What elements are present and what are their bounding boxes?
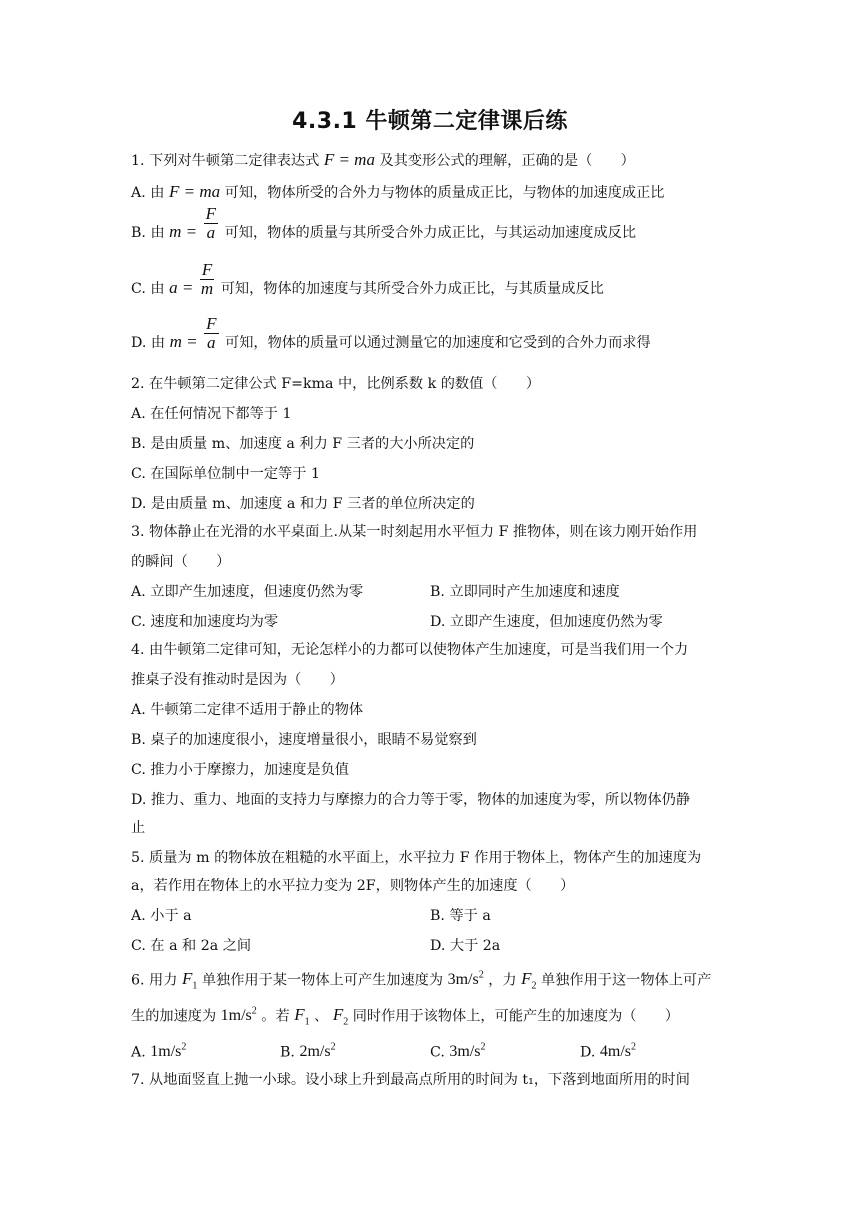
q1-option-c-text: 可知，物体的加速度与其所受合外力成正比，与其质量成反比: [220, 281, 604, 297]
q6-stem-text: 、: [314, 1008, 329, 1025]
q6-force-f1-letter: F: [181, 969, 193, 989]
q1-option-d: [131, 313, 651, 353]
q1-option-c-lhs: a =: [169, 278, 194, 297]
q3-stem-line2: 的瞬间（ ）: [131, 554, 231, 570]
q1-option-b-label: B. 由: [131, 225, 165, 241]
q6-option-a-label: A.: [131, 1044, 146, 1061]
q6-stem-line1: [131, 966, 711, 997]
q1-option-c-numerator: F: [201, 259, 213, 279]
q3-option-b: B. 立即同时产生加速度和速度: [430, 584, 620, 600]
q1-option-b-denominator: a: [206, 222, 216, 242]
q6-option-d-value: [600, 1043, 636, 1060]
q1-option-d-text: 可知，物体的质量可以通过测量它的加速度和它受到的合外力而求得: [225, 335, 651, 351]
q2-stem: 2. 在牛顿第二定律公式 F=kma 中，比例系数 k 的数值（ ）: [131, 376, 541, 392]
q4-option-b: B. 桌子的加速度很小，速度增量很小，眼睛不易觉察到: [131, 732, 477, 748]
q6-force-f2-letter: F: [521, 969, 532, 989]
q3-option-d: D. 立即产生速度，但加速度仍然为零: [430, 614, 663, 630]
q6-option-b-sup: 2: [330, 1042, 336, 1053]
q1-stem: [131, 150, 635, 171]
q6-accel-1-sup: 2: [478, 970, 484, 981]
q6-stem-text: 生的加速度为: [131, 1008, 217, 1025]
q6-option-d-number: 4m/s: [599, 1043, 632, 1061]
q6-option-d: [580, 1038, 636, 1062]
q6-stem-text: ，力: [488, 972, 517, 989]
q4-stem-line1: 4. 由牛顿第二定律可知，无论怎样小的力都可以使物体产生加速度，可是当我们用一个力: [131, 642, 689, 658]
q6-force-f1: [181, 969, 198, 992]
q1-option-c-denominator: m: [200, 278, 214, 298]
q5-option-a: A. 小于 a: [131, 908, 192, 924]
q4-stem-line2: 推桌子没有推动时是因为（ ）: [131, 672, 344, 688]
q4-option-d-line2: 止: [131, 820, 146, 836]
q3-option-a: A. 立即产生加速度，但速度仍然为零: [131, 584, 364, 600]
q1-option-b: [131, 203, 637, 243]
q5-option-c: C. 在 a 和 2a 之间: [131, 938, 252, 954]
q6-stem-text: 6. 用力: [131, 972, 178, 989]
q1-option-b-text: 可知，物体的质量与其所受合外力成正比，与其运动加速度成反比: [224, 225, 637, 241]
q5-stem-line2: a，若作用在物体上的水平拉力变为 2F，则物体产生的加速度（ ）: [131, 878, 575, 894]
q6-accel-2-value: 1m/s: [220, 1007, 252, 1025]
q1-option-d-numerator: F: [206, 313, 217, 333]
q6-option-c: [430, 1038, 486, 1062]
q2-option-d: D. 是由质量 m、加速度 a 和力 F 三者的单位所决定的: [131, 496, 475, 512]
q4-option-a: A. 牛顿第二定律不适用于静止的物体: [131, 702, 364, 718]
q1-option-c-fraction: [200, 261, 214, 298]
q6-option-c-number: 3m/s: [449, 1043, 481, 1061]
q6-force-f2-letter: F: [332, 1005, 344, 1025]
q6-option-b-number: 2m/s: [299, 1043, 331, 1061]
q1-option-d-label: D. 由: [131, 335, 166, 351]
q6-force-f2: [332, 1005, 349, 1028]
q1-option-a-label: A. 由: [131, 185, 165, 201]
q1-option-b-lhs: m =: [169, 222, 198, 241]
q5-stem-line1: 5. 质量为 m 的物体放在粗糙的水平面上，水平拉力 F 作用于物体上，物体产生的加速度为: [131, 850, 702, 866]
q5-option-d: D. 大于 2a: [430, 938, 501, 954]
q6-accel-2: [221, 1007, 257, 1024]
q6-option-c-label: C.: [430, 1044, 445, 1061]
q3-stem-line1: 3. 物体静止在光滑的水平桌面上.从某一时刻起用水平恒力 F 推物体，则在该力刚开始作用: [131, 524, 698, 540]
q6-option-a: [131, 1038, 186, 1062]
q1-option-a: [131, 182, 664, 203]
q4-option-c: C. 推力小于摩擦力，加速度是负值: [131, 762, 349, 778]
q6-force-f1: [294, 1005, 310, 1028]
q6-stem-text: 单独作用于某一物体上可产生加速度为: [201, 972, 444, 989]
q6-force-f1-letter: F: [294, 1005, 305, 1025]
q6-option-b-value: [299, 1043, 335, 1060]
q6-force-f1-sub: 1: [192, 980, 198, 992]
q6-option-d-sup: 2: [631, 1042, 637, 1053]
q2-option-b: B. 是由质量 m、加速度 a 利力 F 三者的大小所决定的: [131, 436, 475, 452]
q1-option-b-numerator: F: [205, 203, 217, 223]
q2-option-a: A. 在任何情况下都等于 1: [131, 406, 292, 422]
q1-formula: F = ma: [323, 150, 375, 169]
q6-option-a-value: [150, 1043, 186, 1060]
q6-stem-text: 单独作用于这一物体上可产: [541, 972, 712, 989]
q6-option-b: [280, 1038, 336, 1062]
q6-force-f2: [521, 969, 537, 992]
q6-accel-1-value: 3m/s: [447, 971, 479, 989]
q6-stem-text: 同时作用于该物体上，可能产生的加速度为（ ）: [352, 1008, 680, 1025]
q5-option-b: B. 等于 a: [430, 908, 491, 924]
q2-option-c: C. 在国际单位制中一定等于 1: [131, 466, 320, 482]
q6-option-a-number: 1m/s: [150, 1043, 182, 1061]
q3-option-c: C. 速度和加速度均为零: [131, 614, 279, 630]
q6-stem-line2: [131, 1002, 679, 1033]
q1-option-c-label: C. 由: [131, 281, 165, 297]
q6-accel-2-sup: 2: [251, 1006, 257, 1017]
q6-accel-1: [448, 971, 484, 988]
q1-option-d-fraction: [204, 315, 218, 352]
page-title: 4.3.1 牛顿第二定律课后练: [292, 109, 568, 134]
q1-option-b-fraction: [204, 205, 218, 242]
q7-stem-line1: 7. 从地面竖直上抛一小球。设小球上升到最高点所用的时间为 t₁，下落到地面所用的时间: [131, 1072, 690, 1088]
q4-option-d-line1: D. 推力、重力、地面的支持力与摩擦力的合力等于零，物体的加速度为零，所以物体仍静: [131, 792, 691, 808]
q6-option-c-value: [449, 1043, 485, 1060]
q1-stem-text-a: 1. 下列对牛顿第二定律表达式: [131, 153, 320, 169]
q1-option-d-lhs: m =: [169, 332, 198, 351]
q1-option-a-formula: F = ma: [168, 182, 221, 201]
q6-option-a-sup: 2: [181, 1042, 187, 1053]
q6-stem-text: 。若: [261, 1008, 290, 1025]
q6-option-b-label: B.: [280, 1044, 295, 1061]
q6-force-f1-sub: 1: [304, 1016, 310, 1028]
q6-option-c-sup: 2: [480, 1042, 486, 1053]
q1-option-c: [131, 259, 604, 299]
q1-option-d-denominator: a: [207, 332, 216, 352]
q6-force-f2-sub: 2: [343, 1016, 349, 1028]
q6-option-d-label: D.: [580, 1044, 596, 1061]
q1-option-a-text: 可知，物体所受的合外力与物体的质量成正比，与物体的加速度成正比: [224, 185, 665, 201]
q1-stem-text-b: 及其变形公式的理解，正确的是（ ）: [379, 153, 635, 169]
q6-force-f2-sub: 2: [531, 980, 537, 992]
